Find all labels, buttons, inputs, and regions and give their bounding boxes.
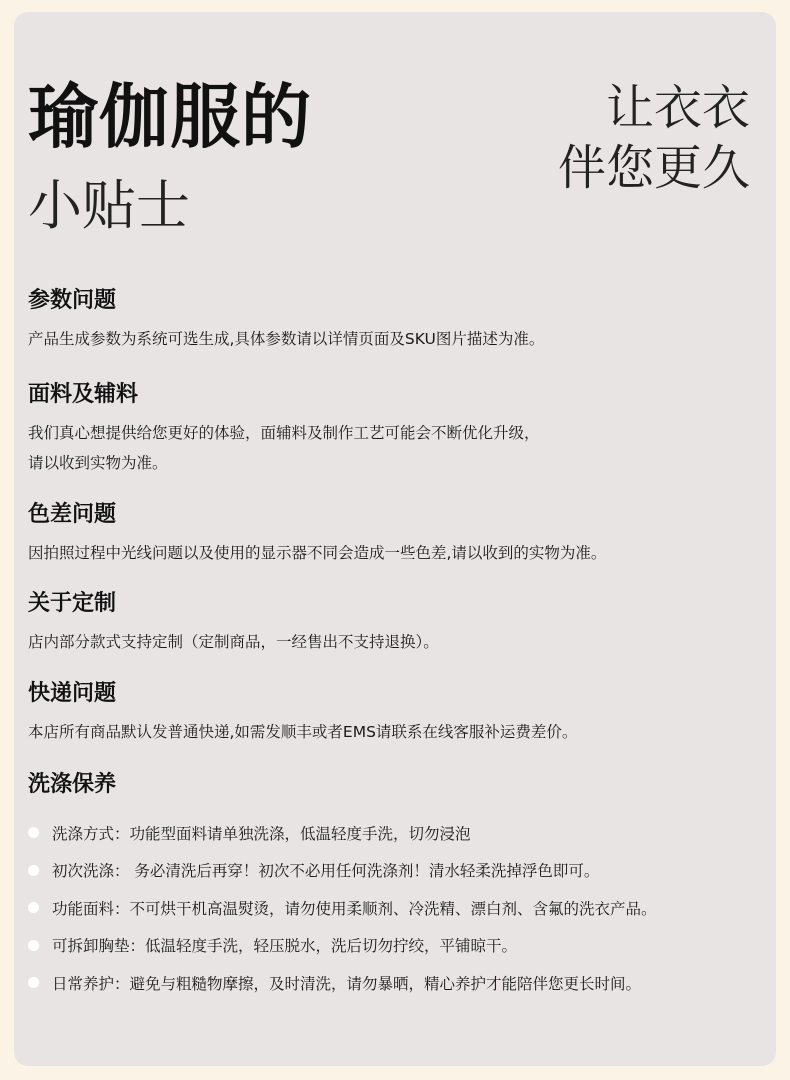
slogan [558, 78, 750, 198]
care-list [28, 814, 758, 1002]
care-item [28, 852, 758, 890]
care-item [28, 889, 758, 927]
bullet-icon [28, 902, 39, 913]
care-item-text: 功能面料：不可烘干机高温熨烫，请勿使用柔顺剂、冷洗精、漂白剂、含氟的洗衣产品。 [52, 899, 657, 918]
section-text: 本店所有商品默认发普通快递,如需发顺丰或者EMS请联系在线客服补运费差价。 [28, 723, 578, 741]
tips-card [14, 12, 776, 1066]
care-item-text: 初次洗涤： 务必清洗后再穿！初次不必用任何洗涤剂！清水轻柔洗掉浮色即可。 [52, 862, 600, 881]
care-item-text: 可拆卸胸垫：低温轻度手洗，轻压脱水，洗后切勿拧绞，平铺晾干。 [52, 937, 518, 956]
slogan-line-1: 让衣衣 [605, 80, 750, 136]
section-heading: 参数问题 [28, 288, 117, 313]
section-text: 产品生成参数为系统可选生成,具体参数请以详情页面及SKU图片描述为准。 [28, 330, 545, 348]
section-heading: 快递问题 [28, 681, 117, 706]
bullet-icon [28, 977, 39, 988]
care-item [28, 814, 758, 852]
section-heading: 色差问题 [28, 502, 117, 527]
care-item-text: 洗涤方式：功能型面料请单独洗涤，低温轻度手洗，切勿浸泡 [52, 824, 471, 843]
bullet-icon [28, 940, 39, 951]
care-item [28, 964, 758, 1002]
section-text: 请以收到实物为准。 [28, 454, 168, 472]
section-customization [28, 589, 758, 657]
bullet-icon [28, 865, 39, 876]
bullet-icon [28, 827, 39, 838]
slogan-line-2: 伴您更久 [557, 140, 750, 196]
care-item [28, 927, 758, 965]
section-fabric [28, 380, 758, 478]
care-item-text: 日常养护：避免与粗糙物摩擦，及时清洗，请勿暴晒，精心养护才能陪伴您更长时间。 [52, 974, 642, 993]
section-color-difference [28, 500, 758, 568]
section-heading: 关于定制 [28, 591, 117, 616]
section-parameters [28, 286, 758, 354]
page-subtitle: 小贴士 [28, 174, 190, 237]
page-title: 瑜伽服的 [28, 76, 312, 158]
section-care [28, 770, 758, 1002]
section-text: 店内部分款式支持定制（定制商品，一经售出不支持退换）。 [28, 633, 439, 651]
section-heading: 洗涤保养 [28, 772, 117, 797]
section-shipping [28, 679, 758, 747]
section-text: 因拍照过程中光线问题以及使用的显示器不同会造成一些色差,请以收到的实物为准。 [28, 544, 607, 562]
section-text: 我们真心想提供给您更好的体验，面辅料及制作工艺可能会不断优化升级， [28, 424, 540, 442]
section-heading: 面料及辅料 [28, 382, 139, 407]
